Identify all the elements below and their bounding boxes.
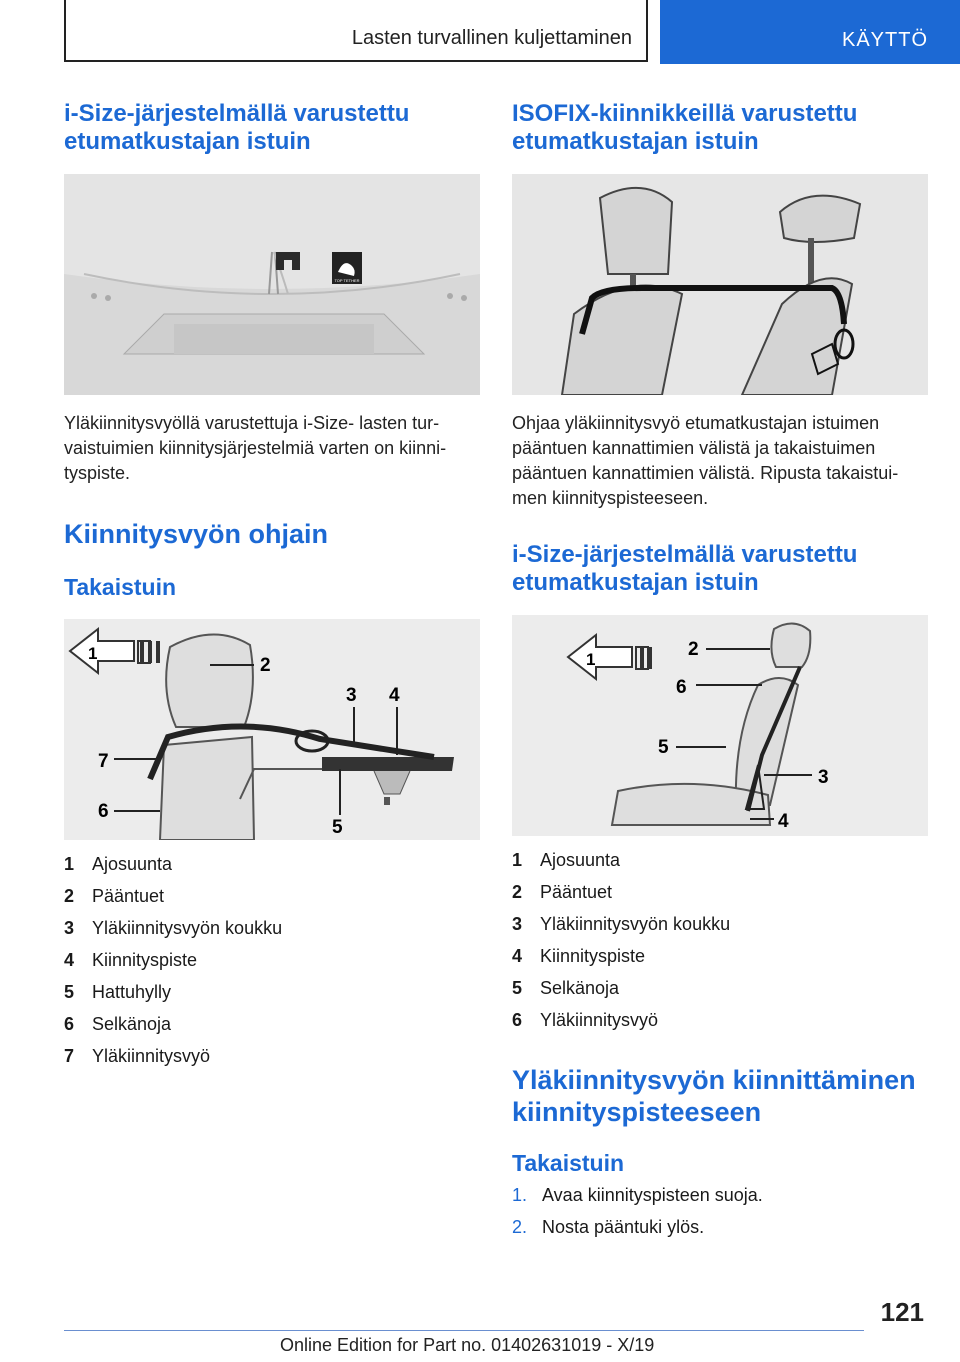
fig4-label-5: 5 bbox=[658, 737, 669, 758]
heading-isofix-front-seat: ISOFIX-kiinnikkeillä varustettu etumatkustajan istuin bbox=[512, 100, 858, 155]
fig2-label-1: 1 bbox=[88, 644, 98, 663]
heading-isize-front-seat: i-Size-järjestelmällä varustettu etumatkustajan istuin bbox=[64, 100, 410, 155]
para-isofix-instructions: Ohjaa yläkiinnitysvyö etumatkustajan istuimen pääntuen kannattimien välistä ja takaistuimen pääntuen kannattimien välistä. Ripusta takaistui- men kiinnityspisteeseen. bbox=[512, 413, 899, 508]
running-header bbox=[64, 0, 648, 62]
subsection-rear-seat-2: Takaistuin bbox=[512, 1150, 625, 1176]
legend-item: 1 Ajosuunta bbox=[512, 850, 621, 870]
legend-item: 2 Pääntuet bbox=[512, 882, 613, 902]
left-column bbox=[64, 100, 480, 1072]
footer-divider bbox=[64, 1330, 864, 1331]
legend-list-left bbox=[64, 848, 480, 1072]
fig2-label-5: 5 bbox=[332, 817, 343, 838]
legend-item: 2 Pääntuet bbox=[64, 886, 165, 906]
figure-rear-seat-tether bbox=[64, 619, 480, 840]
para-top-tether-intro: Yläkiinnitysvyöllä varustettuja i-Size- lasten tur- vaistuimien kiinnitysjärjestelmiä varten on kiinni- tyspiste. bbox=[64, 413, 447, 483]
steps-list bbox=[512, 1179, 928, 1243]
legend-item: 5 Hattuhylly bbox=[64, 982, 172, 1002]
legend-item: 7 Yläkiinnitysvyö bbox=[64, 1046, 211, 1066]
fig2-label-2: 2 bbox=[260, 655, 271, 676]
step-item: 2. Nosta pääntuki ylös. bbox=[512, 1217, 705, 1237]
fig4-label-1: 1 bbox=[586, 650, 596, 669]
right-column bbox=[512, 100, 928, 1243]
subsection-rear-seat: Takaistuin bbox=[64, 574, 177, 600]
chapter-tab bbox=[660, 0, 960, 64]
figure-top-tether-anchor bbox=[64, 174, 480, 395]
heading-isize-front-seat-2: i-Size-järjestelmällä varustettu etumatkustajan istuin bbox=[512, 541, 858, 596]
chapter-tab-label: KÄYTTÖ bbox=[841, 29, 928, 51]
fig4-label-3: 3 bbox=[818, 767, 829, 788]
legend-list-right bbox=[512, 844, 928, 1036]
fig4-label-6: 6 bbox=[676, 677, 687, 698]
fig2-label-3: 3 bbox=[346, 685, 357, 706]
legend-item: 3 Yläkiinnitysvyön koukku bbox=[64, 918, 283, 938]
figure-front-seat-tether bbox=[512, 615, 928, 836]
section-belt-guide: Kiinnitysvyön ohjain bbox=[64, 519, 329, 549]
fig4-label-4: 4 bbox=[778, 811, 789, 832]
header-title: Lasten turvallinen kuljettaminen bbox=[351, 27, 632, 49]
page-number: 121 bbox=[880, 1297, 924, 1327]
legend-item: 4 Kiinnityspiste bbox=[512, 946, 646, 966]
fig2-label-6: 6 bbox=[98, 801, 109, 822]
footer-edition: Online Edition for Part no. 01402631019 - X/19 bbox=[280, 1335, 655, 1355]
legend-item: 1 Ajosuunta bbox=[64, 854, 173, 874]
figure-isofix-headrests bbox=[512, 174, 928, 395]
legend-item: 4 Kiinnityspiste bbox=[64, 950, 198, 970]
fig4-label-2: 2 bbox=[688, 639, 699, 660]
fig2-label-7: 7 bbox=[98, 751, 109, 772]
legend-item: 5 Selkänoja bbox=[512, 978, 620, 998]
top-tether-badge-text: TOP TETHER bbox=[334, 278, 360, 283]
step-item: 1. Avaa kiinnityspisteen suoja. bbox=[512, 1185, 763, 1205]
legend-item: 3 Yläkiinnitysvyön koukku bbox=[512, 914, 731, 934]
legend-item: 6 Yläkiinnitysvyö bbox=[512, 1010, 659, 1030]
legend-item: 6 Selkänoja bbox=[64, 1014, 172, 1034]
fig2-label-4: 4 bbox=[389, 685, 400, 706]
section-attach-tether: Yläkiinnitysvyön kiinnittäminen kiinnityspisteeseen bbox=[512, 1065, 916, 1127]
